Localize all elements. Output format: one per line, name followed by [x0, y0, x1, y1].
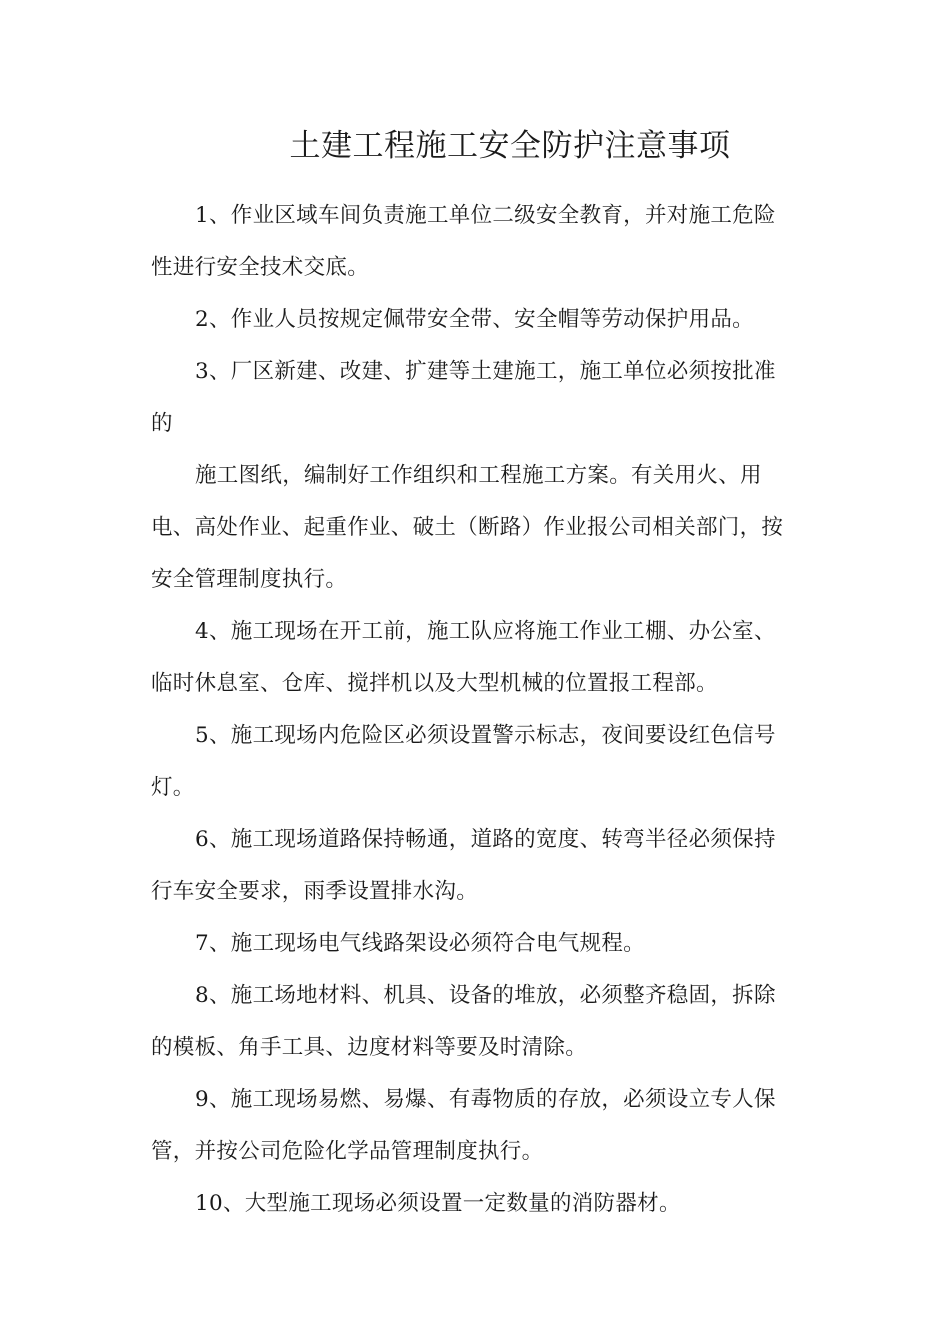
paragraph-line: 施工图纸，编制好工作组织和工程施工方案。有关用火、用	[195, 463, 762, 488]
paragraph-line: 临时休息室、仓库、搅拌机以及大型机械的位置报工程部。	[151, 671, 718, 696]
paragraph-line: 6、施工现场道路保持畅通，道路的宽度、转弯半径必须保持	[195, 827, 776, 852]
paragraph-line: 1、作业区域车间负责施工单位二级安全教育，并对施工危险	[195, 203, 776, 228]
paragraph-line: 管，并按公司危险化学品管理制度执行。	[151, 1139, 544, 1164]
paragraph-line: 5、施工现场内危险区必须设置警示标志，夜间要设红色信号	[195, 723, 776, 748]
paragraph-line: 9、施工现场易燃、易爆、有毒物质的存放，必须设立专人保	[195, 1087, 776, 1112]
paragraph-line: 10、大型施工现场必须设置一定数量的消防器材。	[195, 1191, 681, 1216]
paragraph-line: 行车安全要求，雨季设置排水沟。	[151, 879, 479, 904]
paragraph-line: 电、高处作业、起重作业、破土（断路）作业报公司相关部门，按	[151, 515, 784, 540]
paragraph-line: 8、施工场地材料、机具、设备的堆放，必须整齐稳固，拆除	[195, 983, 776, 1008]
document-title: 土建工程施工安全防护注意事项	[289, 128, 731, 164]
paragraph-line: 灯。	[151, 775, 195, 800]
paragraph-line: 性进行安全技术交底。	[151, 255, 370, 280]
paragraph-line: 安全管理制度执行。	[151, 567, 348, 592]
document-body	[151, 190, 803, 1230]
paragraph-line: 7、施工现场电气线路架设必须符合电气规程。	[195, 931, 645, 956]
paragraph-line: 4、施工现场在开工前，施工队应将施工作业工棚、办公室、	[195, 619, 776, 644]
paragraph-line: 3、厂区新建、改建、扩建等土建施工，施工单位必须按批准	[195, 359, 776, 384]
paragraph-line: 的模板、角手工具、边度材料等要及时清除。	[151, 1035, 588, 1060]
paragraph-line: 的	[151, 411, 173, 436]
paragraph-line: 2、作业人员按规定佩带安全带、安全帽等劳动保护用品。	[195, 307, 754, 332]
